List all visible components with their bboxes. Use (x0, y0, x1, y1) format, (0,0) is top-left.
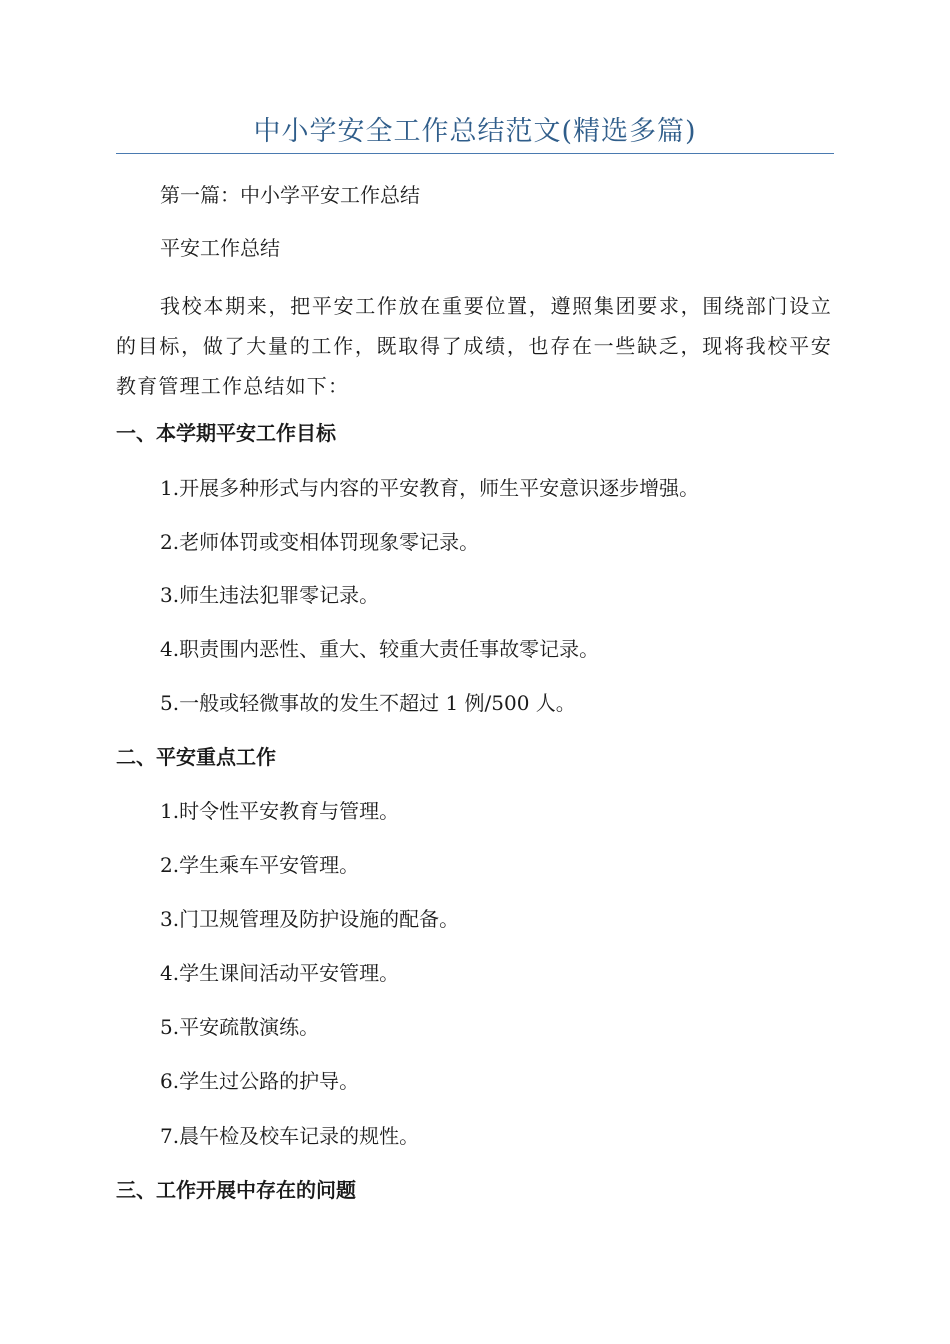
list-item: 2.学生乘车平安管理。 (160, 853, 360, 877)
section-heading-3: 三、工作开展中存在的问题 (116, 1178, 356, 1202)
document-title: 中小学安全工作总结范文(精选多篇) (253, 116, 697, 147)
list-item: 5.平安疏散演练。 (160, 1015, 320, 1039)
list-item: 7.晨午检及校车记录的规性。 (160, 1124, 420, 1148)
list-item: 2.老师体罚或变相体罚现象零记录。 (160, 530, 480, 554)
section-heading-1: 一、本学期平安工作目标 (116, 421, 336, 445)
list-item: 6.学生过公路的护导。 (160, 1069, 360, 1093)
intro-paragraph: 我校本期来，把平安工作放在重要位置，遵照集团要求，围绕部门设立的目标，做了大量的工作，既取得了成绩，也存在一些缺乏，现将我校平安教育管理工作总结如下： (116, 294, 832, 398)
section-heading-2: 二、平安重点工作 (116, 745, 276, 769)
list-item: 4.职责围内恶性、重大、较重大责任事故零记录。 (160, 637, 600, 661)
list-item: 3.门卫规管理及防护设施的配备。 (160, 907, 460, 931)
list-item: 3.师生违法犯罪零记录。 (160, 583, 380, 607)
list-item: 5.一般或轻微事故的发生不超过 1 例/500 人。 (160, 691, 576, 715)
list-item: 1.时令性平安教育与管理。 (160, 799, 400, 823)
section-subtitle: 平安工作总结 (160, 236, 280, 260)
list-item: 1.开展多种形式与内容的平安教育，师生平安意识逐步增强。 (160, 476, 700, 500)
chapter-heading: 第一篇：中小学平安工作总结 (160, 183, 420, 207)
list-item: 4.学生课间活动平安管理。 (160, 961, 400, 985)
title-underline (116, 153, 834, 154)
